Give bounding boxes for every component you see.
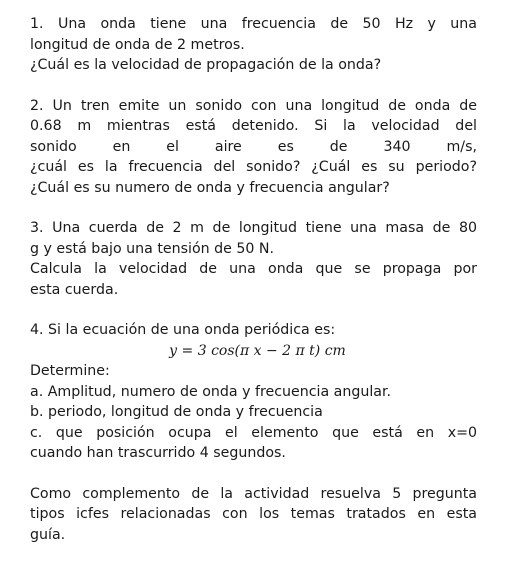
worksheet xyxy=(30,14,477,565)
problem-2-line-2: 0.68 m mientras está detenido. Si la velocidad del xyxy=(30,118,477,134)
closing-line-3: guía. xyxy=(30,526,66,543)
problem-3-line-1: 3. Una cuerda de 2 m de longitud tiene una masa de 80 xyxy=(30,220,477,236)
problem-2-line-1: 2. Un tren emite un sonido con una longitud de onda de xyxy=(30,97,477,114)
problem-2-line-4: ¿cuál es la frecuencia del sonido? ¿Cuál es su periodo? xyxy=(30,159,477,175)
problem-4-intro: 4. Si la ecuación de una onda periódica es: xyxy=(30,322,336,338)
closing-line-2: tipos icfes relacionadas con los temas tratados en esta xyxy=(30,506,477,522)
problem-3 xyxy=(30,218,477,300)
problem-2 xyxy=(30,96,477,199)
problem-1-question: ¿Cuál es la velocidad de propagación de la onda? xyxy=(30,57,382,73)
problem-3-line-2: g y está bajo una tensión de 50 N. xyxy=(30,240,275,257)
problem-2-line-5: ¿Cuál es su numero de onda y frecuencia angular? xyxy=(30,179,390,196)
problem-4-item-a: a. Amplitud, numero de onda y frecuencia angular. xyxy=(30,383,392,400)
problem-4-item-c-cont: cuando han trascurrido 4 segundos. xyxy=(30,445,286,461)
problem-4-item-c: c. que posición ocupa el elemento que está en x=0 xyxy=(30,424,477,441)
problem-4-determine: Determine: xyxy=(30,363,110,379)
problem-1 xyxy=(30,14,477,76)
problem-4-item-b: b. periodo, longitud de onda y frecuencia xyxy=(30,404,323,420)
problem-1-line-2: longitud de onda de 2 metros. xyxy=(30,36,245,53)
problem-3-line-3: Calcula la velocidad de una onda que se propaga por xyxy=(30,261,477,277)
problem-2-line-3: sonido en el aire es de 340 m/s, xyxy=(30,138,477,155)
problem-1-line-1: 1. Una onda tiene una frecuencia de 50 Hz y una xyxy=(30,16,477,32)
problem-4 xyxy=(30,320,477,464)
closing-note xyxy=(30,484,477,546)
problem-3-line-4: esta cuerda. xyxy=(30,281,119,298)
closing-line-1: Como complemento de la actividad resuelva 5 pregunta xyxy=(30,485,477,502)
wave-equation: y = 3 cos(π x − 2 π t) cm xyxy=(169,342,346,359)
